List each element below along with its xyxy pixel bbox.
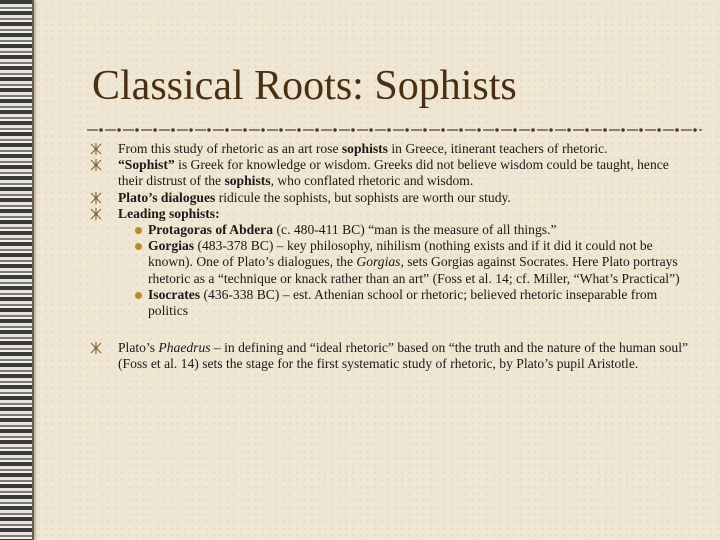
title-divider (86, 124, 702, 136)
quill-bullet-icon (90, 143, 102, 155)
text-run: in Greece, itinerant teachers of rhetoric. (387, 141, 608, 156)
text-run: “Sophist” (118, 157, 175, 173)
text-run: From this study of rhetoric as an art rose (118, 141, 342, 156)
text-run: sophists (224, 173, 271, 189)
text-run: , sets Gorgias against Socrates. Here Plato portrays rhetoric as a “technique or knack rather than an art” (Foss et al. 14; cf. Miller, “What’s Practical”) (148, 254, 680, 286)
sub-bullet-dot-icon (135, 243, 142, 250)
quill-bullet-icon (90, 159, 102, 171)
text-run: Gorgias (356, 254, 401, 270)
slide-title: Classical Roots: Sophists (92, 63, 517, 109)
sub-bullet-dot-icon (135, 292, 142, 299)
text-run: Plato’s (118, 340, 159, 356)
text-run: sophists (341, 141, 388, 156)
bullet-item (90, 190, 690, 206)
quill-bullet-icon (90, 208, 102, 220)
bullet-list (90, 141, 690, 373)
text-run: Isocrates (148, 286, 201, 302)
text-run: ridicule the sophists, but sophists are worth our study. (215, 189, 511, 205)
text-run: , who conflated rhetoric and wisdom. (270, 173, 474, 189)
text-run: (483-378 BC) – key philosophy, nihilism (nothing exists and if it did it could not be known). One of Plato’s dialogues, the (148, 238, 653, 270)
bullet-item (90, 340, 690, 372)
text-run: – in defining and “ideal rhetoric” based on “the truth and the nature of the human soul” (Foss et al. 14) sets the stage for the first systematic study of rhetoric, by Plato’s pupil Aristotle. (118, 340, 689, 372)
text-run: Leading sophists: (118, 205, 220, 221)
bullet-item (90, 157, 690, 189)
quill-bullet-icon (90, 342, 102, 354)
quill-bullet-icon (90, 192, 102, 204)
text-run: Phaedrus (158, 340, 211, 356)
sub-bullet-dot-icon (135, 227, 142, 234)
spiral-binding (0, 0, 34, 540)
text-run: (436-338 BC) – est. Athenian school or rhetoric; believed rhetoric inseparable from politics (148, 286, 658, 319)
sub-bullet-item (90, 222, 690, 238)
spacer (90, 319, 690, 340)
bullet-item (90, 206, 690, 222)
bullet-item (90, 141, 690, 157)
sub-bullet-item (90, 287, 690, 319)
text-run: Protagoras of Abdera (148, 222, 274, 238)
text-run: is Greek for knowledge or wisdom. Greeks did not believe wisdom could be taught, hence their distrust of the (118, 157, 669, 189)
text-run: (c. 480-411 BC) “man is the measure of all things.” (273, 222, 557, 238)
text-run: Gorgias (148, 238, 195, 254)
text-run: Plato’s dialogues (118, 189, 216, 205)
sub-bullet-item (90, 238, 690, 287)
